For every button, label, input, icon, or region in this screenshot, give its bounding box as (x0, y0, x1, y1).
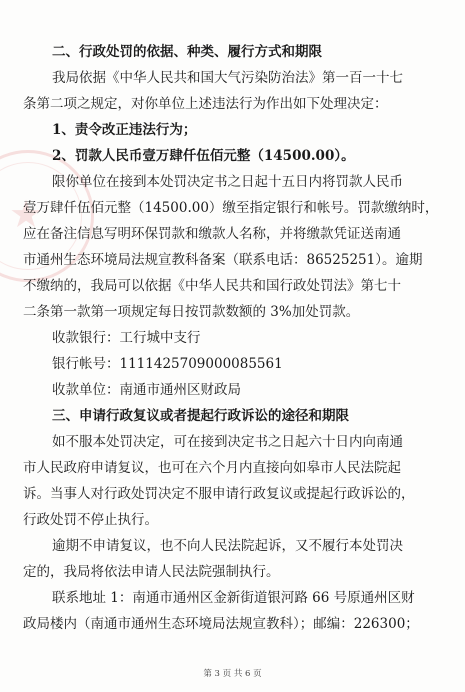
paragraph-enforcement-line: 定的，我局将依法申请人民法院强制执行。 (23, 564, 280, 580)
paragraph-payment-line: 应在备注信息写明环保罚款和缴款人名称，并将缴款凭证送南通 (23, 226, 401, 242)
paragraph-payment-line: 二条第一款第一项规定每日按罚款数额的 3%加处罚款。 (23, 304, 360, 320)
paragraph-contact-line: 联系地址 1：南通市通州区金新街道银河路 66 号原通州区财 (52, 590, 415, 606)
paragraph-review-line: 市人民政府申请复议，也可在六个月内直接向如皋市人民法院起 (23, 460, 401, 476)
paragraph-payment-line: 限你单位在接到本处罚决定书之日起十五日内将罚款人民币 (52, 174, 403, 190)
page-number-footer: 第 3 页 共 6 页 (203, 669, 262, 679)
paragraph-enforcement-line: 逾期不申请复议，也不向人民法院起诉，又不履行本处罚决 (52, 538, 403, 554)
paragraph-basis-line: 我局依据《中华人民共和国大气污染防治法》第一百一十七 (52, 70, 403, 86)
payee-unit: 收款单位：南通市通州区财政局 (52, 382, 241, 398)
paragraph-payment-line: 壹万肆仟伍佰元整（14500.00）缴至指定银行和帐号。罚款缴纳时， (23, 200, 439, 216)
receiving-bank: 收款银行：工行城中支行 (52, 330, 201, 346)
decision-item-2: 2、罚款人民币壹万肆仟伍佰元整（14500.00）。 (52, 148, 355, 164)
bank-account: 银行帐号：1111425709000085561 (52, 356, 283, 372)
paragraph-payment-line: 市通州生态环境局法规宣教科备案（联系电话：86525251）。逾期 (23, 252, 423, 268)
decision-item-1: 1、责令改正违法行为； (52, 122, 197, 138)
paragraph-contact-line: 政局楼内（南通市通州生态环境局法规宣教科）；邮编：226300； (23, 616, 419, 632)
section-heading-penalty-basis: 二、行政处罚的依据、种类、履行方式和期限 (52, 44, 322, 60)
seal-star-icon: ★ (9, 192, 44, 236)
paragraph-review-line: 行政处罚不停止执行。 (23, 512, 158, 528)
paragraph-review-line: 诉。当事人对行政处罚决定不服申请行政复议或提起行政诉讼的， (23, 486, 415, 502)
paragraph-review-line: 如不服本处罚决定，可在接到决定书之日起六十日内向南通 (52, 434, 403, 450)
paragraph-basis-line: 条第二项之规定，对你单位上述违法行为作出如下处理决定： (23, 96, 388, 112)
paragraph-payment-line: 不缴纳的，我局可以依据《中华人民共和国行政处罚法》第七十 (23, 278, 401, 294)
section-heading-review-litigation: 三、申请行政复议或者提起行政诉讼的途径和期限 (52, 408, 349, 424)
